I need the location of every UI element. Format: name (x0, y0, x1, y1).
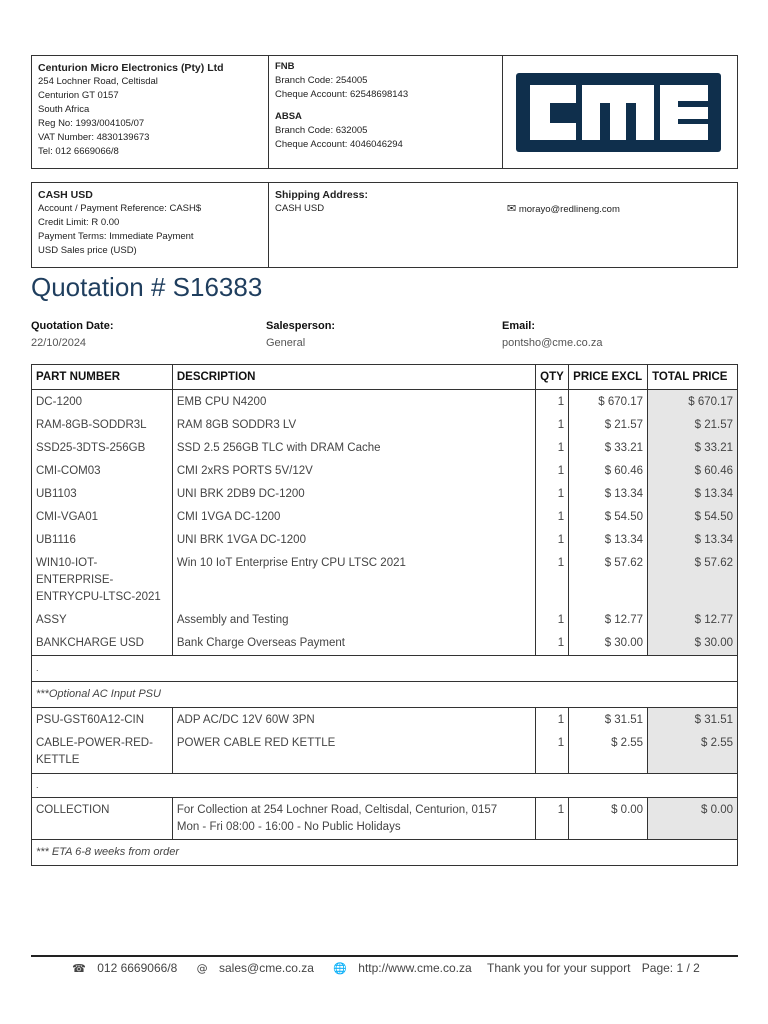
part-number: ASSY (32, 609, 173, 632)
table-row (32, 632, 738, 656)
company-tel: Tel: 012 6669066/8 (38, 146, 119, 157)
bank-absa-account: Cheque Account: 4046046294 (275, 139, 403, 150)
part-number: BANKCHARGE USD (32, 632, 173, 656)
description: CMI 2xRS PORTS 5V/12V (172, 460, 535, 483)
price-excl: $ 13.34 (569, 529, 648, 552)
description: Win 10 IoT Enterprise Entry CPU LTSC 2021 (172, 552, 535, 609)
footer-divider (31, 955, 738, 957)
cme-logo (516, 73, 721, 152)
qty: 1 (536, 483, 569, 506)
customer-reference: Account / Payment Reference: CASH$ (38, 203, 202, 214)
part-number: UB1116 (32, 529, 173, 552)
footer-page-number: Page: 1 / 2 (641, 961, 700, 975)
envelope-icon: ✉ (507, 202, 517, 215)
description: UNI BRK 2DB9 DC-1200 (172, 483, 535, 506)
header-price-excl: PRICE EXCL (569, 365, 648, 390)
total-price: $ 54.50 (648, 506, 738, 529)
description: Bank Charge Overseas Payment (172, 632, 535, 656)
price-excl: $ 30.00 (569, 632, 648, 656)
table-row (32, 437, 738, 460)
description (172, 798, 535, 840)
company-address-1: 254 Lochner Road, Celtisdal (38, 76, 158, 87)
part-number: SSD25-3DTS-256GB (32, 437, 173, 460)
customer-credit-limit: Credit Limit: R 0.00 (38, 217, 120, 228)
description: ADP AC/DC 12V 60W 3PN (172, 708, 535, 733)
bank-absa-name: ABSA (275, 111, 302, 122)
part-number: WIN10-IOT-ENTERPRISE-ENTRYCPU-LTSC-2021 (32, 552, 173, 609)
price-excl: $ 670.17 (569, 390, 648, 415)
total-price: $ 13.34 (648, 529, 738, 552)
quotation-date (31, 318, 114, 352)
bank-absa-branch: Branch Code: 632005 (275, 125, 368, 136)
eta-note-row (32, 840, 738, 866)
part-number: RAM-8GB-SODDR3L (32, 414, 173, 437)
part-number: CABLE-POWER-RED-KETTLE (32, 732, 173, 774)
globe-icon: 🌐 (333, 962, 347, 975)
total-price: $ 60.46 (648, 460, 738, 483)
shipping-value: CASH USD (275, 203, 325, 214)
description: SSD 2.5 256GB TLC with DRAM Cache (172, 437, 535, 460)
sales-email-label: Email: (502, 320, 536, 332)
total-price: $ 12.77 (648, 609, 738, 632)
total-price: $ 0.00 (648, 798, 738, 840)
qty: 1 (536, 732, 569, 774)
footer-email[interactable]: sales@cme.co.za (219, 961, 314, 975)
table-row (32, 609, 738, 632)
sales-email-value[interactable]: pontsho@cme.co.za (502, 337, 603, 349)
customer-section (31, 182, 738, 268)
table-row (32, 483, 738, 506)
salesperson-value: General (266, 337, 306, 349)
at-icon: @ (196, 962, 208, 975)
total-price: $ 33.21 (648, 437, 738, 460)
price-excl: $ 0.00 (569, 798, 648, 840)
separator-text: . (32, 656, 738, 682)
section-note: ***Optional AC Input PSU (32, 682, 738, 708)
price-excl: $ 57.62 (569, 552, 648, 609)
salesperson (266, 318, 335, 352)
total-price: $ 30.00 (648, 632, 738, 656)
description: CMI 1VGA DC-1200 (172, 506, 535, 529)
qty: 1 (536, 708, 569, 733)
header-qty: QTY (536, 365, 569, 390)
page-footer (0, 961, 768, 975)
part-number: CMI-COM03 (32, 460, 173, 483)
part-number: UB1103 (32, 483, 173, 506)
table-row (32, 708, 738, 733)
price-excl: $ 13.34 (569, 483, 648, 506)
bank-info (268, 56, 503, 168)
price-excl: $ 60.46 (569, 460, 648, 483)
description: RAM 8GB SODDR3 LV (172, 414, 535, 437)
qty: 1 (536, 506, 569, 529)
price-excl: $ 12.77 (569, 609, 648, 632)
description: EMB CPU N4200 (172, 390, 535, 415)
table-row (32, 390, 738, 415)
header-description: DESCRIPTION (172, 365, 535, 390)
table-row (32, 529, 738, 552)
qty: 1 (536, 609, 569, 632)
bank-fnb-name: FNB (275, 61, 295, 72)
footer-thanks: Thank you for your support (487, 961, 631, 975)
description: Assembly and Testing (172, 609, 535, 632)
section-note-row (32, 682, 738, 708)
page-title: Quotation # S16383 (31, 272, 263, 302)
total-price: $ 2.55 (648, 732, 738, 774)
salesperson-label: Salesperson: (266, 320, 336, 332)
description: POWER CABLE RED KETTLE (172, 732, 535, 774)
header-part-number: PART NUMBER (32, 365, 173, 390)
shipping-label: Shipping Address: (275, 189, 368, 201)
table-row (32, 798, 738, 840)
company-address-3: South Africa (38, 104, 90, 115)
part-number: CMI-VGA01 (32, 506, 173, 529)
total-price: $ 21.57 (648, 414, 738, 437)
description: UNI BRK 1VGA DC-1200 (172, 529, 535, 552)
customer-payment-terms: Payment Terms: Immediate Payment (38, 231, 194, 242)
price-excl: $ 54.50 (569, 506, 648, 529)
total-price: $ 13.34 (648, 483, 738, 506)
customer-price-list: USD Sales price (USD) (38, 245, 137, 256)
customer-name: CASH USD (38, 189, 93, 201)
qty: 1 (536, 529, 569, 552)
table-row (32, 552, 738, 609)
total-price: $ 57.62 (648, 552, 738, 609)
quotation-date-value: 22/10/2024 (31, 337, 87, 349)
company-reg: Reg No: 1993/004105/07 (38, 118, 145, 129)
part-number: COLLECTION (32, 798, 173, 840)
collection-address: For Collection at 254 Lochner Road, Celtisdal, Centurion, 0157 (176, 804, 498, 816)
footer-phone[interactable]: 012 6669066/8 (97, 961, 178, 975)
price-excl: $ 33.21 (569, 437, 648, 460)
separator-text: . (32, 774, 738, 798)
table-row (32, 460, 738, 483)
part-number: DC-1200 (32, 390, 173, 415)
company-info (32, 56, 268, 168)
qty: 1 (536, 414, 569, 437)
price-excl: $ 21.57 (569, 414, 648, 437)
company-address-2: Centurion GT 0157 (38, 90, 119, 101)
price-excl: $ 2.55 (569, 732, 648, 774)
table-header-row (32, 365, 738, 390)
footer-website[interactable]: http://www.cme.co.za (358, 961, 472, 975)
sales-email (502, 318, 602, 352)
qty: 1 (536, 390, 569, 415)
qty: 1 (536, 552, 569, 609)
price-excl: $ 31.51 (569, 708, 648, 733)
bank-fnb-branch: Branch Code: 254005 (275, 75, 368, 86)
customer-info (32, 183, 268, 267)
total-price: $ 670.17 (648, 390, 738, 415)
collection-hours: Mon - Fri 08:00 - 16:00 - No Public Holidays (176, 821, 401, 833)
customer-email[interactable]: morayo@redlineng.com (518, 204, 620, 215)
separator-row (32, 656, 738, 682)
company-vat: VAT Number: 4830139673 (38, 132, 150, 143)
company-name: Centurion Micro Electronics (Pty) Ltd (38, 62, 224, 74)
header-total-price: TOTAL PRICE (648, 365, 738, 390)
phone-icon: ☎ (72, 962, 86, 975)
table-row (32, 732, 738, 774)
table-row (32, 506, 738, 529)
qty: 1 (536, 460, 569, 483)
total-price: $ 31.51 (648, 708, 738, 733)
separator-row (32, 774, 738, 798)
table-row (32, 414, 738, 437)
quotation-date-label: Quotation Date: (31, 320, 114, 332)
qty: 1 (536, 437, 569, 460)
qty: 1 (536, 632, 569, 656)
qty: 1 (536, 798, 569, 840)
quotation-table (31, 364, 738, 866)
part-number: PSU-GST60A12-CIN (32, 708, 173, 733)
bank-fnb-account: Cheque Account: 62548698143 (275, 89, 409, 100)
eta-note: *** ETA 6-8 weeks from order (32, 840, 738, 866)
shipping-info (268, 183, 738, 267)
